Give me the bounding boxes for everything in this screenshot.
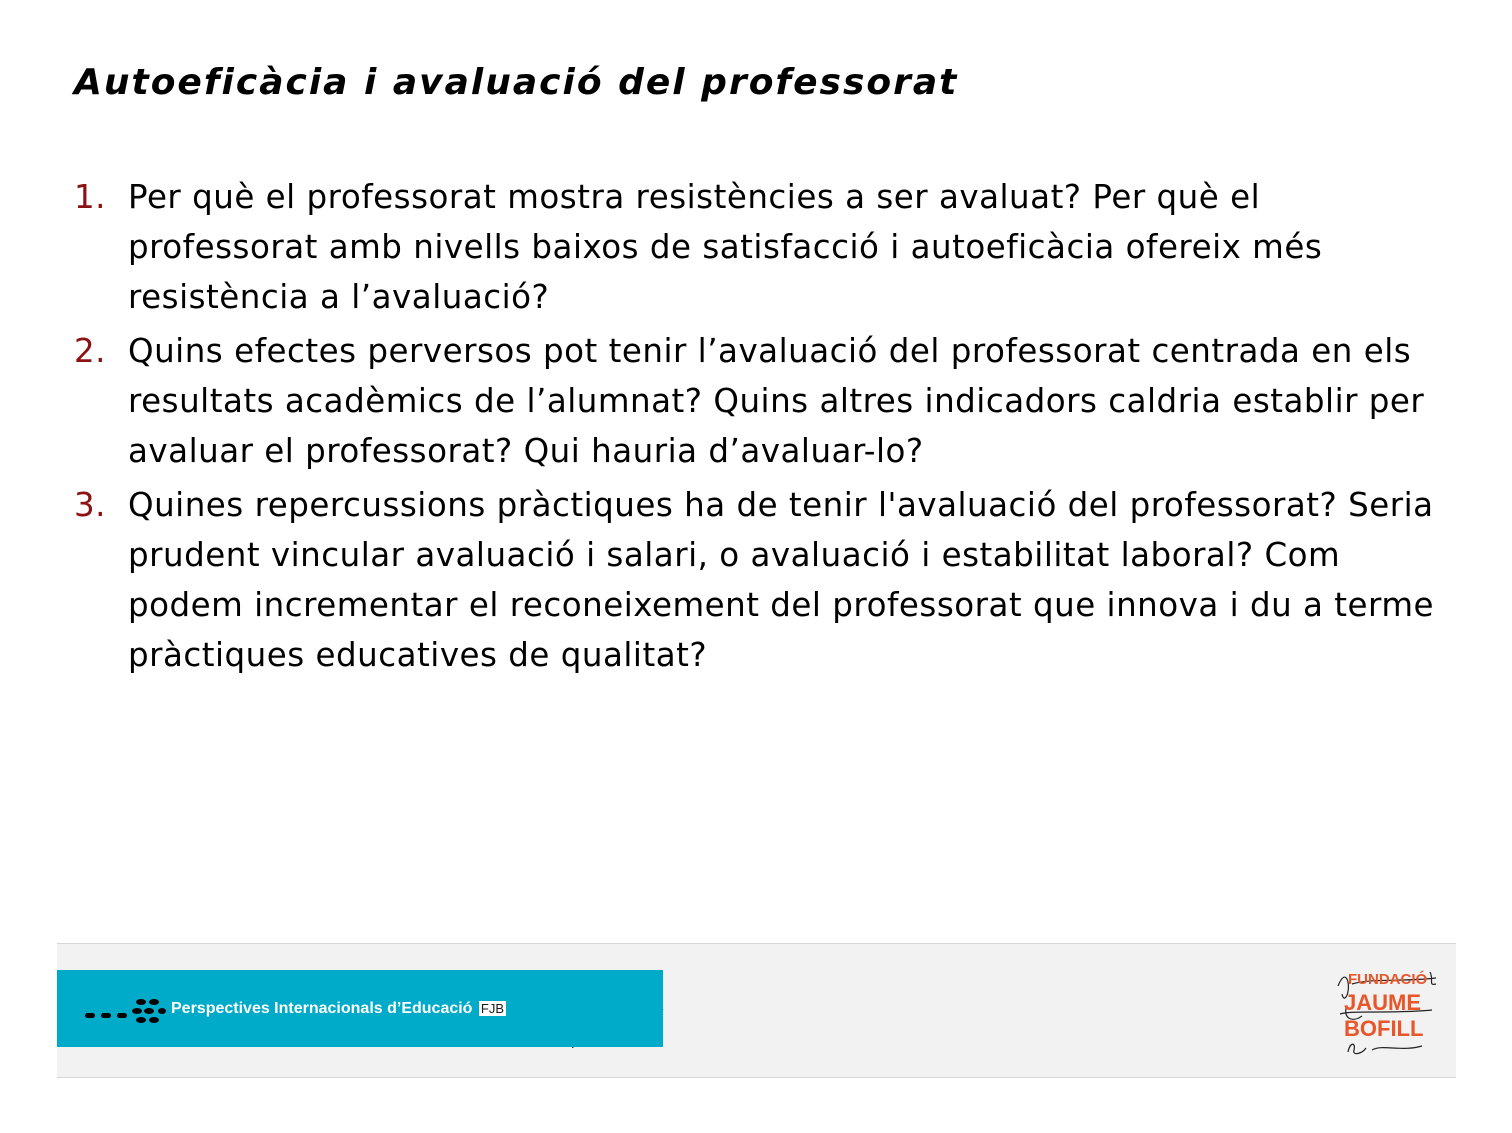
question-item xyxy=(74,326,1444,476)
question-text: Quins efectes perversos pot tenir l’avaluació del professorat centrada en els resultats acadèmics de l’alumnat? Quins altres indicadors caldria establir per avaluar el professorat? Qui hauria d’avaluar-lo? xyxy=(128,332,1425,470)
footer-bar xyxy=(57,943,1456,1078)
logo-line-2: JAUME xyxy=(1344,990,1422,1015)
logo-line-1: FUNDACIÓ xyxy=(1348,971,1428,988)
slide-title: Autoeficàcia i avaluació del professorat xyxy=(74,62,959,103)
question-number: 1. xyxy=(74,178,107,216)
logo-line-3: BOFILL xyxy=(1344,1016,1424,1041)
question-list xyxy=(74,172,1444,684)
question-item xyxy=(74,172,1444,322)
dots-dashes-icon xyxy=(83,994,167,1028)
series-title-text: Perspectives Internacionals d’Educació xyxy=(171,1000,473,1017)
series-banner xyxy=(57,970,663,1047)
question-text: Per què el professorat mostra resistències a ser avaluat? Per què el professorat amb nivells baixos de satisfacció i autoeficàcia ofereix més resistència a l’avaluació? xyxy=(128,178,1323,316)
question-item xyxy=(74,480,1444,680)
series-title xyxy=(171,1000,506,1018)
question-number: 2. xyxy=(74,332,107,370)
series-abbreviation: FJB xyxy=(480,1001,505,1016)
question-number: 3. xyxy=(74,486,107,524)
question-text: Quines repercussions pràctiques ha de tenir l'avaluació del professorat? Seria prudent vincular avaluació i salari, o avaluació i estabilitat laboral? Com podem incrementar el reconeixement del professorat que innova i du a terme pràctiques educatives de qualitat? xyxy=(128,486,1434,674)
fundacio-jaume-bofill-logo xyxy=(1332,964,1444,1059)
